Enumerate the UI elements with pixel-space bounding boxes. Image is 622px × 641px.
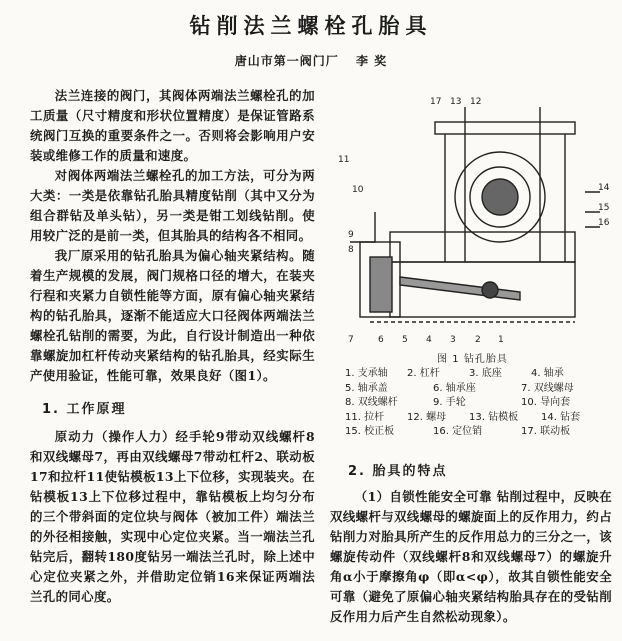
legend-item: 6. 轴承座 <box>433 382 476 394</box>
legend-item: 12. 螺母 <box>407 411 447 423</box>
legend-row <box>345 425 610 440</box>
callout-4: 4 <box>426 335 432 345</box>
callout-2: 2 <box>475 335 481 345</box>
callout-12: 12 <box>470 97 482 107</box>
legend-item: 2. 杠杆 <box>407 368 440 379</box>
callout-3: 3 <box>450 335 456 345</box>
drilling-jig-figure <box>330 92 615 347</box>
legend-item: 1. 支承轴 <box>345 368 388 379</box>
callout-6: 6 <box>378 335 384 345</box>
working-principle-paragraph: 原动力（操作人力）经手轮9带动双线螺杆8和双线螺母7，再由双线螺母7带动杠杆2、联动板17和拉杆11使钻模板13上下位移，实现装夹。在钻模板13上下位移过程中，靠钻模板上均匀分布的三个带斜面的定位块与阀体（被加工件）端法兰的外径相接触，实现中心定位夹紧。当一端法兰孔钻完后，翻转180度钻另一端法兰孔时，除上述中心定位夹紧之外，并借助定位销16来保证两端法兰孔的同心度。 <box>30 429 315 604</box>
author-org: 唐山市第一阀门厂 <box>234 54 339 68</box>
intro-paragraph-1: 法兰连接的阀门，其阀体两端法兰螺栓孔的加工质量（尺寸精度和形状位置精度）是保证管路系统阀门互换的重要条件之一。否则将会影响用户安装或维修工作的质量和速度。 <box>30 88 315 163</box>
section-heading-features: 2. 胎具的特点 <box>348 464 448 479</box>
right-column-text <box>330 460 612 627</box>
callout-9: 9 <box>348 230 354 240</box>
callout-16: 16 <box>598 218 610 228</box>
legend-row <box>345 396 610 411</box>
legend-row <box>345 411 610 426</box>
legend-item: 9. 手轮 <box>433 397 466 408</box>
left-column <box>30 86 315 607</box>
author-name: 李 奖 <box>356 54 388 68</box>
legend-item: 13. 钻模板 <box>469 411 519 423</box>
legend-item: 4. 轴承 <box>531 368 564 379</box>
byline <box>0 52 622 69</box>
figure-caption: 图 1 钻孔胎具 <box>437 354 508 365</box>
legend-item: 15. 校正板 <box>345 426 395 437</box>
legend-item: 8. 双线螺杆 <box>345 397 398 408</box>
legend-item: 17. 联动板 <box>521 426 571 437</box>
legend-item: 3. 底座 <box>469 368 502 379</box>
callout-5: 5 <box>402 335 408 345</box>
features-paragraph-1: （1）自锁性能安全可靠 钻削过程中，反映在双线螺杆与双线螺母的螺旋面上的反作用力，约占钻削力对胎具所产生的反作用总力的三分之一，该螺旋传动件（双线螺杆8和双线螺母7）的螺旋升角α小于摩擦角φ（即α<φ），故其自锁性能安全可靠（避免了原偏心轴夹紧结构胎具存在的受钻削反作用力后产生自然松动现象）。 <box>330 489 612 624</box>
callout-15: 15 <box>598 203 610 213</box>
callout-13: 13 <box>450 97 462 107</box>
callout-1: 1 <box>498 335 504 345</box>
legend-row <box>345 367 610 382</box>
callout-7: 7 <box>348 335 354 345</box>
legend-item: 11. 拉杆 <box>345 411 385 423</box>
callout-10: 10 <box>352 185 364 195</box>
figure-legend <box>345 367 610 440</box>
legend-item: 10. 导向套 <box>521 397 571 408</box>
callout-17: 17 <box>430 97 442 107</box>
legend-item: 5. 轴承盖 <box>345 382 388 394</box>
legend-item: 14. 钻套 <box>541 411 581 423</box>
intro-paragraph-3: 我厂原采用的钻孔胎具为偏心轴夹紧结构。随着生产规模的发展，阀门规格口径的增大，在装夹行程和夹紧力自锁性能等方面，原有偏心轴夹紧结构的钻孔胎具，逐渐不能适应大口径阀体两端法兰螺栓孔钻削的需要，为此，自行设计制造出一种依靠螺旋加杠杆传动夹紧结构的钻孔胎具，经实际生产使用验证，性能可靠，效果良好（图1）。 <box>30 248 315 383</box>
legend-item: 7. 双线螺母 <box>521 382 574 394</box>
legend-row <box>345 382 610 397</box>
callout-14: 14 <box>598 183 610 193</box>
legend-item: 16. 定位销 <box>433 426 483 437</box>
article-title: 钻削法兰螺栓孔胎具 <box>189 14 433 38</box>
callout-11: 11 <box>338 155 350 165</box>
section-heading-working-principle: 1. 工作原理 <box>42 402 127 417</box>
intro-paragraph-2: 对阀体两端法兰螺栓孔的加工方法，可分为两大类：一类是依靠钻孔胎具精度钻削（其中又分为组合群钻及单头钻），另一类是钳工划线钻削。使用较广泛的是前一类，但其胎具的结构各不相同。 <box>30 168 315 243</box>
callout-8: 8 <box>348 245 354 255</box>
